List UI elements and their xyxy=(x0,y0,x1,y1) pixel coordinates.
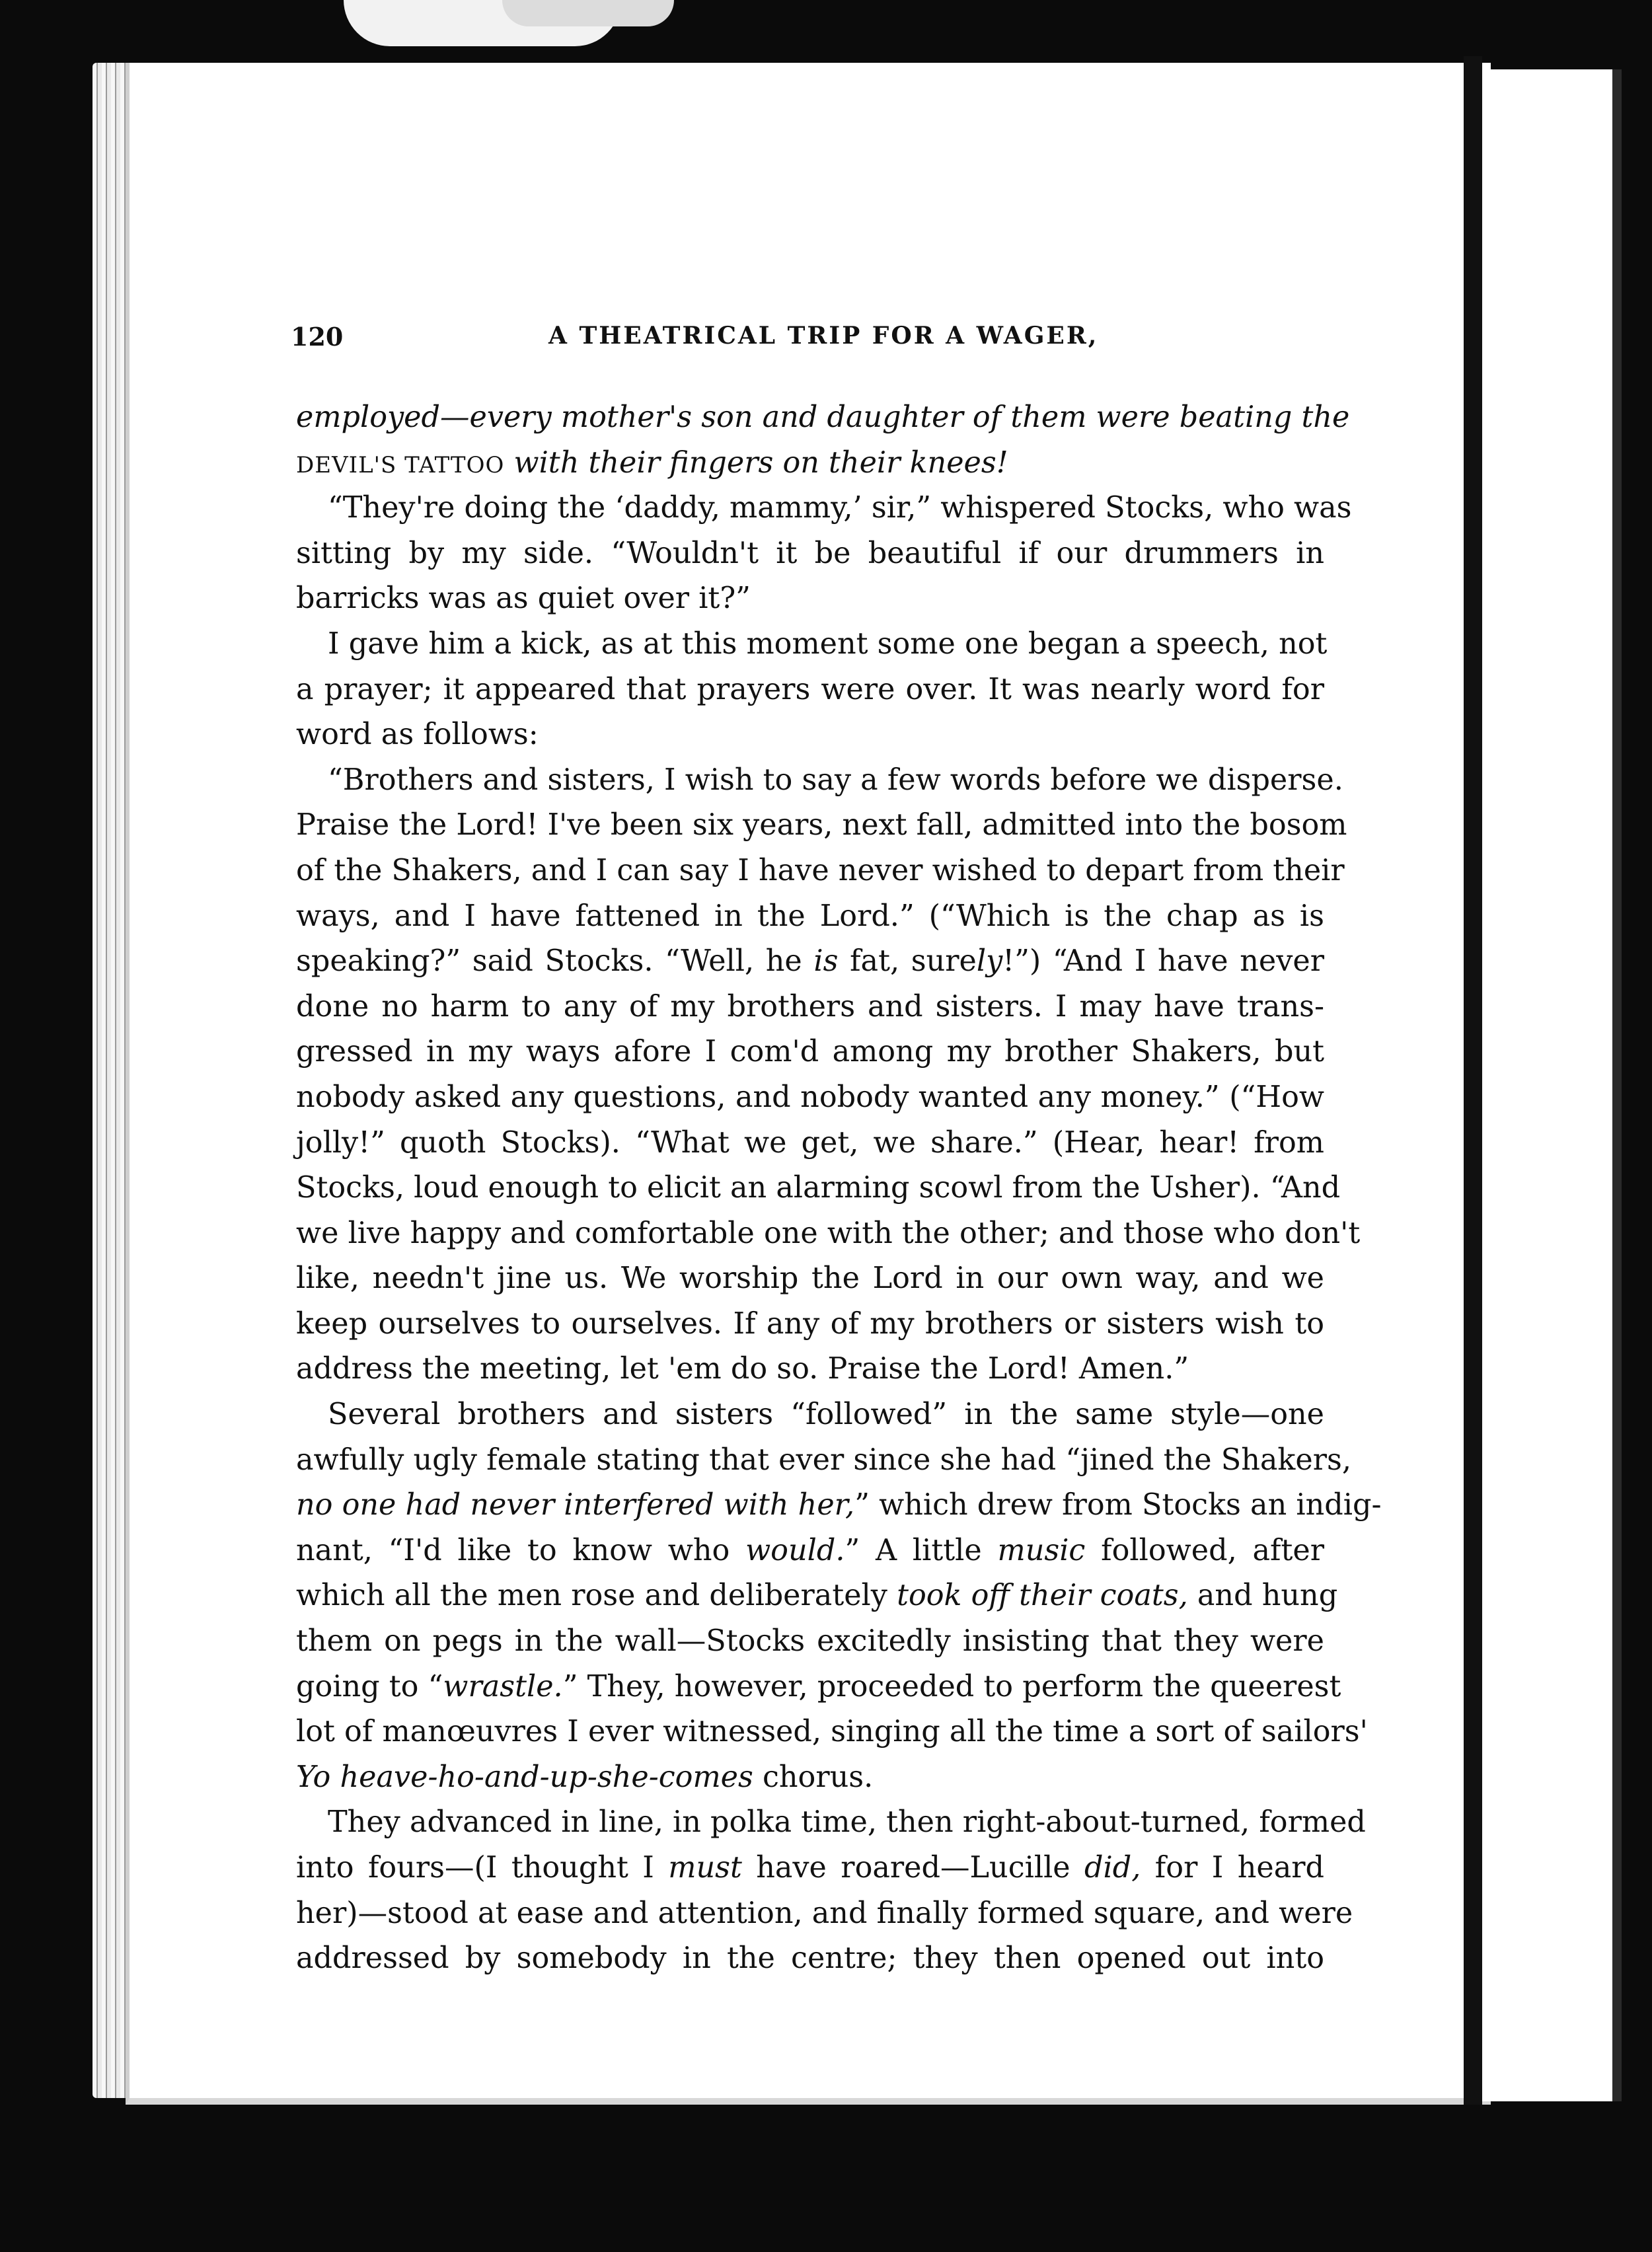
text-line xyxy=(296,758,1343,804)
running-title: A THEATRICAL TRIP FOR A WAGER, xyxy=(548,322,1099,350)
text-line xyxy=(296,395,1350,441)
text-run: like, needn't jine us. We worship the Lord in our own way, and we xyxy=(296,1261,1324,1296)
text-run: “Brothers and sisters, I wish to say a few words before we disperse. xyxy=(328,763,1343,797)
text-run: They advanced in line, in polka time, then right-about-turned, formed xyxy=(328,1805,1366,1840)
text-line xyxy=(296,1800,1366,1846)
text-run: of the Shakers, and I can say I have never wished to depart from their xyxy=(296,853,1345,887)
text-line xyxy=(296,441,1324,486)
running-head xyxy=(291,322,1322,361)
text-run: have roared—Lucille xyxy=(741,1851,1085,1885)
text-line xyxy=(296,1846,1324,1891)
text-run: ” They, however, proceeded to perform the queerest xyxy=(562,1669,1341,1704)
text-line xyxy=(296,985,1324,1030)
text-run: nobody asked any questions, and nobody wanted any money.” (“How xyxy=(296,1080,1324,1114)
facing-page-sliver xyxy=(1482,69,1614,2101)
text-run: for I heard xyxy=(1141,1851,1325,1885)
text-run: took off their coats, xyxy=(897,1579,1188,1613)
text-line xyxy=(296,1211,1361,1257)
text-line xyxy=(296,1936,1324,1982)
text-run: ” which drew from Stocks an indig- xyxy=(854,1488,1382,1522)
text-run: would. xyxy=(745,1533,845,1567)
text-line xyxy=(296,1528,1324,1574)
text-run: “They're doing the ‘daddy, mammy,’ sir,” whispered Stocks, who was xyxy=(328,491,1352,525)
text-run: addressed by somebody in the centre; they then opened out into xyxy=(296,1941,1324,1976)
text-run: and hung xyxy=(1187,1579,1338,1613)
text-line xyxy=(296,1302,1324,1347)
text-run: Yo heave-ho-and-up-she-comes xyxy=(296,1760,753,1794)
text-run: followed, after xyxy=(1085,1533,1324,1567)
text-run: her)—stood at ease and attention, and finally formed square, and were xyxy=(296,1896,1353,1930)
text-run: with their fingers on their knees! xyxy=(504,445,1008,480)
text-run: lot of manœuvres I ever witnessed, singing all the time a sort of sailors' xyxy=(296,1715,1368,1749)
text-line xyxy=(296,712,1324,758)
text-line xyxy=(296,1166,1341,1211)
text-run: address the meeting, let 'em do so. Praise the Lord! Amen.” xyxy=(296,1352,1189,1386)
text-run: done no harm to any of my brothers and sisters. I may have trans- xyxy=(296,989,1324,1024)
text-line xyxy=(296,1256,1324,1302)
text-run: awfully ugly female stating that ever since she had “jined the Shakers, xyxy=(296,1443,1351,1477)
text-run: a prayer; it appeared that prayers were over. It was nearly word for xyxy=(296,672,1324,706)
text-run: Praise the Lord! I've been six years, next fall, admitted into the bosom xyxy=(296,808,1347,843)
text-run: going to “ xyxy=(296,1669,443,1704)
text-line xyxy=(296,1121,1324,1166)
text-run: ” A little xyxy=(845,1533,998,1567)
text-run: chorus. xyxy=(753,1760,874,1794)
text-run: did, xyxy=(1084,1851,1141,1885)
text-run: speaking?” said Stocks. “Well, he xyxy=(296,944,814,979)
text-line xyxy=(296,1665,1341,1710)
text-line xyxy=(296,939,1324,985)
text-run: jolly!” quoth Stocks). “What we get, we share.” (Hear, hear! from xyxy=(296,1125,1324,1160)
text-line xyxy=(296,1030,1324,1075)
text-run: we live happy and comfortable one with the other; and those who don't xyxy=(296,1216,1361,1250)
text-line xyxy=(296,1619,1324,1665)
text-run: gressed in my ways afore I com'd among my brother Shakers, but xyxy=(296,1035,1324,1069)
text-run: barricks was as quiet over it?” xyxy=(296,582,751,616)
text-run: wrastle. xyxy=(443,1669,563,1704)
text-line xyxy=(296,1891,1353,1937)
text-run: is xyxy=(813,944,839,979)
text-run: keep ourselves to ourselves. If any of my brothers or sisters wish to xyxy=(296,1306,1324,1341)
text-line xyxy=(296,1755,1324,1801)
body-text xyxy=(296,395,1382,1982)
text-run: into fours—(I thought I xyxy=(296,1851,669,1885)
text-run: Stocks, loud enough to elicit an alarming scowl from the Usher). “And xyxy=(296,1171,1341,1205)
text-run: nant, “I'd like to know who xyxy=(296,1533,746,1567)
page-number: 120 xyxy=(291,322,344,352)
text-run: which all the men rose and deliberately xyxy=(296,1579,897,1613)
text-run: I gave him a kick, as at this moment some one began a speech, not xyxy=(328,626,1328,661)
text-run: music xyxy=(997,1533,1086,1567)
text-run: !”) “And I have never xyxy=(1002,944,1324,979)
text-line xyxy=(296,1438,1351,1483)
book-gutter xyxy=(1464,56,1482,2105)
text-run: ways, and I have fattened in the Lord.” (“Which is the chap as is xyxy=(296,899,1324,933)
text-line xyxy=(296,667,1324,713)
text-line xyxy=(296,486,1352,531)
text-line xyxy=(296,531,1324,577)
text-run: DEVIL'S TATTOO xyxy=(296,451,505,478)
text-line xyxy=(296,1483,1382,1528)
text-line xyxy=(296,803,1347,848)
text-line xyxy=(296,1347,1324,1392)
text-line xyxy=(296,576,1324,622)
text-run: no one had never interfered with her, xyxy=(296,1488,855,1522)
facing-page-edge xyxy=(1612,69,1622,2101)
text-run: them on pegs in the wall—Stocks excitedly insisting that they were xyxy=(296,1624,1324,1659)
text-line xyxy=(296,894,1324,940)
text-run: employed—every mother's son and daughter of them were beating the xyxy=(296,400,1350,434)
text-run: must xyxy=(668,1851,742,1885)
text-run: Several brothers and sisters “followed” in the same style—one xyxy=(328,1398,1324,1432)
text-run: sitting by my side. “Wouldn't it be beautiful if our drummers in xyxy=(296,536,1324,570)
text-line xyxy=(296,1392,1324,1438)
text-run: ly xyxy=(976,944,1003,979)
text-line xyxy=(296,1075,1324,1121)
text-line xyxy=(296,622,1328,667)
text-line xyxy=(296,1573,1338,1619)
scanner-background-light xyxy=(502,0,674,26)
text-run: fat, sure xyxy=(838,944,977,979)
text-line xyxy=(296,848,1345,894)
text-line xyxy=(296,1709,1368,1755)
text-run: word as follows: xyxy=(296,718,539,752)
